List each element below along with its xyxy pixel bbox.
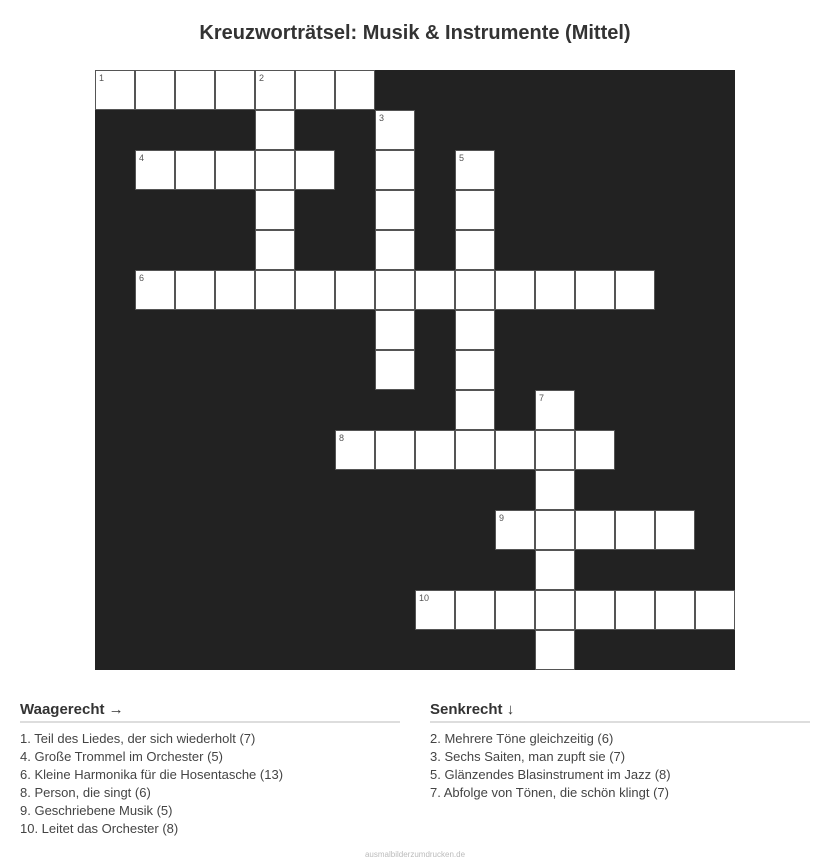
- grid-cell[interactable]: [375, 230, 415, 270]
- grid-cell[interactable]: [255, 150, 295, 190]
- grid-cell[interactable]: [455, 350, 495, 390]
- grid-cell[interactable]: [535, 590, 575, 630]
- grid-cell[interactable]: [495, 430, 535, 470]
- clue-item: 1. Teil des Liedes, der sich wiederholt (7): [20, 731, 256, 746]
- clue-item: 9. Geschriebene Musik (5): [20, 803, 173, 818]
- grid-cell[interactable]: [535, 430, 575, 470]
- grid-cell[interactable]: [375, 350, 415, 390]
- grid-cell[interactable]: [455, 230, 495, 270]
- grid-cell[interactable]: [495, 590, 535, 630]
- grid-cell[interactable]: [535, 270, 575, 310]
- grid-cell[interactable]: [135, 150, 175, 190]
- clue-number: 7: [539, 393, 545, 403]
- clue-number: 2: [259, 73, 265, 83]
- grid-cell[interactable]: [495, 510, 535, 550]
- grid-cell[interactable]: [655, 590, 695, 630]
- grid-cell[interactable]: [615, 510, 655, 550]
- grid-cell[interactable]: [375, 430, 415, 470]
- clue-number: 9: [499, 513, 505, 523]
- grid-cell[interactable]: [135, 270, 175, 310]
- clue-number: 5: [459, 153, 465, 163]
- clue-item: 10. Leitet das Orchester (8): [20, 821, 179, 836]
- grid-cell[interactable]: [375, 150, 415, 190]
- across-heading: Waagerecht →: [20, 700, 400, 723]
- grid-cell[interactable]: [295, 270, 335, 310]
- down-heading: Senkrecht ↓: [430, 700, 810, 723]
- grid-cell[interactable]: [255, 190, 295, 230]
- clue-number: 10: [419, 593, 430, 603]
- clue-item: 8. Person, die singt (6): [20, 785, 151, 800]
- grid-cell[interactable]: [455, 590, 495, 630]
- grid-cell[interactable]: [575, 430, 615, 470]
- clue-number: 6: [139, 273, 145, 283]
- clue-item: 2. Mehrere Töne gleichzeitig (6): [430, 731, 614, 746]
- grid-cell[interactable]: [215, 70, 255, 110]
- grid-cell[interactable]: [255, 230, 295, 270]
- clue-number: 1: [99, 73, 105, 83]
- grid-cell[interactable]: [455, 270, 495, 310]
- grid-cell[interactable]: [175, 270, 215, 310]
- puzzle-title: Kreuzworträtsel: Musik & Instrumente (Mittel): [199, 22, 631, 44]
- clue-item: 7. Abfolge von Tönen, die schön klingt (7): [430, 785, 669, 800]
- clue-item: 3. Sechs Saiten, man zupft sie (7): [430, 749, 626, 764]
- clue-item: 4. Große Trommel im Orchester (5): [20, 749, 223, 764]
- grid-cell[interactable]: [335, 430, 375, 470]
- grid-cell[interactable]: [175, 70, 215, 110]
- footer-credit: ausmalbilderzumdrucken.de: [364, 850, 466, 859]
- grid-cell[interactable]: [615, 270, 655, 310]
- grid-cell[interactable]: [295, 150, 335, 190]
- crossword-grid: [95, 70, 735, 670]
- grid-cell[interactable]: [455, 430, 495, 470]
- grid-cell[interactable]: [575, 510, 615, 550]
- grid-cell[interactable]: [455, 390, 495, 430]
- down-clues: [430, 700, 810, 802]
- grid-cell[interactable]: [255, 70, 295, 110]
- grid-cell[interactable]: [535, 390, 575, 430]
- grid-cell[interactable]: [455, 150, 495, 190]
- grid-cell[interactable]: [135, 70, 175, 110]
- grid-cell[interactable]: [655, 510, 695, 550]
- clue-number: 3: [379, 113, 385, 123]
- across-clue-list: [20, 730, 400, 838]
- grid-cell[interactable]: [375, 190, 415, 230]
- grid-cell[interactable]: [255, 270, 295, 310]
- grid-cell[interactable]: [255, 110, 295, 150]
- grid-cell[interactable]: [535, 510, 575, 550]
- grid-cell[interactable]: [415, 590, 455, 630]
- grid-cell[interactable]: [375, 270, 415, 310]
- across-clues: [20, 700, 400, 838]
- clue-number: 4: [139, 153, 145, 163]
- grid-cell[interactable]: [455, 190, 495, 230]
- grid-cell[interactable]: [495, 270, 535, 310]
- clue-item: 6. Kleine Harmonika für die Hosentasche (13): [20, 767, 284, 782]
- grid-cell[interactable]: [415, 270, 455, 310]
- grid-cell[interactable]: [455, 310, 495, 350]
- grid-cell[interactable]: [375, 310, 415, 350]
- grid-cell[interactable]: [695, 590, 735, 630]
- clue-number: 8: [339, 433, 345, 443]
- grid-cell[interactable]: [535, 630, 575, 670]
- grid-cell[interactable]: [335, 70, 375, 110]
- grid-cell[interactable]: [335, 270, 375, 310]
- grid-cell[interactable]: [415, 430, 455, 470]
- clue-item: 5. Glänzendes Blasinstrument im Jazz (8): [430, 767, 671, 782]
- grid-cell[interactable]: [535, 550, 575, 590]
- grid-cell[interactable]: [175, 150, 215, 190]
- grid-cell[interactable]: [535, 470, 575, 510]
- grid-cell[interactable]: [215, 150, 255, 190]
- grid-cell[interactable]: [215, 270, 255, 310]
- grid-cell[interactable]: [95, 70, 135, 110]
- grid-cell[interactable]: [615, 590, 655, 630]
- grid-cell[interactable]: [575, 270, 615, 310]
- down-clue-list: [430, 730, 810, 802]
- grid-cell[interactable]: [295, 70, 335, 110]
- grid-cell[interactable]: [375, 110, 415, 150]
- grid-cell[interactable]: [575, 590, 615, 630]
